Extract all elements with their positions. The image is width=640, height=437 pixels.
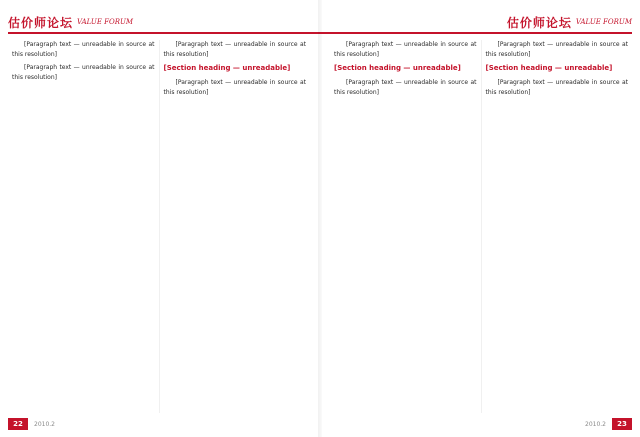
left-footer-meta: 2010.2: [34, 420, 55, 428]
body-paragraph: [Paragraph text — unreadable in source at this resolution]: [334, 79, 477, 96]
right-page-number: 23: [612, 418, 632, 430]
body-paragraph: [Paragraph text — unreadable in source at this resolution]: [12, 64, 155, 81]
right-footer-meta: 2010.2: [585, 420, 606, 428]
left-footer: [8, 417, 55, 431]
left-column-1: [8, 40, 159, 413]
left-header-rule: [8, 32, 320, 34]
left-page-number: 22: [8, 418, 28, 430]
right-header-rule: [320, 32, 632, 34]
right-page: [320, 0, 640, 437]
right-header-title-cn: 估价师论坛: [506, 15, 572, 30]
section-heading: [Section heading — unreadable]: [485, 64, 613, 73]
right-footer: [585, 417, 632, 431]
left-running-header: [8, 12, 133, 32]
right-header-title-en: VALUE FORUM: [575, 18, 632, 26]
section-heading: [Section heading — unreadable]: [163, 64, 291, 73]
body-paragraph: [Paragraph text — unreadable in source at this resolution]: [12, 41, 155, 58]
body-paragraph: [Paragraph text — unreadable in source at this resolution]: [334, 41, 477, 58]
left-columns: [8, 40, 310, 413]
body-paragraph: [Paragraph text — unreadable in source at this resolution]: [163, 41, 306, 58]
body-paragraph: [Paragraph text — unreadable in source at this resolution]: [485, 41, 628, 58]
left-column-2: [159, 40, 311, 413]
right-column-2: [481, 40, 633, 413]
section-heading: [Section heading — unreadable]: [334, 64, 461, 73]
body-paragraph: [Paragraph text — unreadable in source at this resolution]: [163, 79, 306, 96]
right-columns: [330, 40, 632, 413]
body-paragraph: [Paragraph text — unreadable in source at this resolution]: [485, 79, 628, 96]
right-column-1: [330, 40, 481, 413]
right-running-header: [507, 12, 632, 32]
left-header-title-cn: 估价师论坛: [8, 15, 74, 30]
left-header-title-en: VALUE FORUM: [77, 18, 134, 26]
